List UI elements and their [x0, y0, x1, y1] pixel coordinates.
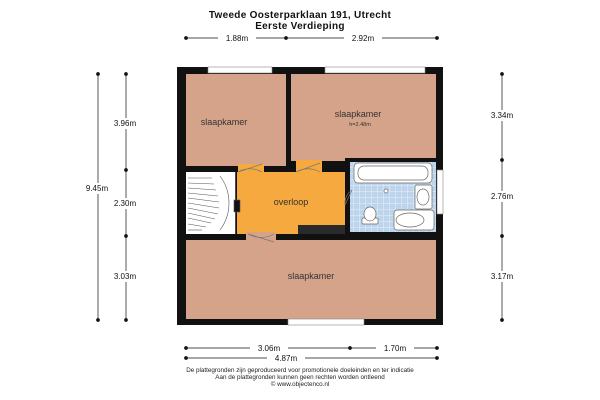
dim-right-upper: 3.34m — [490, 111, 514, 120]
dim-left-middle: 2.30m — [113, 199, 137, 208]
footer-disclaimer-2: Aan de plattegronden kunnen geen rechten worden ontleend — [215, 374, 385, 381]
address-title: Tweede Oosterparklaan 191, Utrecht — [208, 10, 392, 21]
label-landing: overloop — [273, 197, 309, 207]
dim-right-middle: 2.76m — [490, 192, 514, 201]
dim-top-right-width: 2.92m — [351, 34, 375, 43]
label-bedroom-top-right-height: h=2.48m — [349, 122, 371, 128]
dim-right-lower: 3.17m — [490, 272, 514, 281]
room-closet — [298, 225, 346, 234]
dim-left-lower: 3.03m — [113, 272, 137, 281]
label-bedroom-top-left: slaapkamer — [200, 117, 248, 127]
footer-copyright: © www.objectenco.nl — [270, 381, 330, 388]
label-bedroom-top-right: slaapkamer — [334, 109, 382, 119]
dim-left-upper: 3.96m — [113, 119, 137, 128]
label-bedroom-bottom: slaapkamer — [287, 271, 335, 281]
dim-bottom-left-width: 3.06m — [257, 344, 281, 353]
dim-left-total: 9.45m — [85, 184, 109, 193]
floor-title: Eerste Verdieping — [255, 21, 345, 32]
footer-disclaimer-1: De plattegronden zijn geproduceerd voor promotionele doeleinden en ter indicatie — [186, 367, 414, 374]
dim-bottom-right-width: 1.70m — [383, 344, 407, 353]
dim-bottom-total: 4.87m — [274, 354, 298, 363]
dim-top-left-width: 1.88m — [225, 34, 249, 43]
